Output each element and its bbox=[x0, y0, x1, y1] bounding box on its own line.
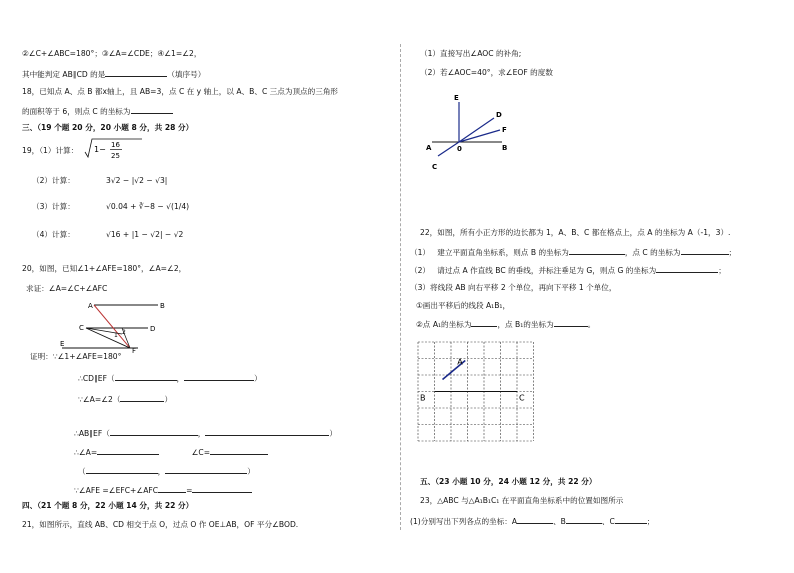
q23-1-text: (1)分别写出下列各点的坐标：A bbox=[410, 517, 518, 526]
proof-2-text: ∵∠A=∠2（ bbox=[78, 395, 121, 404]
answer-blank[interactable] bbox=[471, 318, 497, 327]
q22-2-end: ； bbox=[718, 266, 726, 275]
proof-5-text: （ bbox=[78, 467, 86, 476]
fig20-label-c: C bbox=[79, 324, 84, 332]
grid-label-c: C bbox=[519, 393, 525, 403]
answer-blank[interactable] bbox=[120, 393, 164, 402]
q17-text: 其中能判定 AB∥CD 的是 bbox=[22, 70, 106, 79]
fig21-label-e: E bbox=[454, 94, 459, 102]
q23-1-text-c: 、C bbox=[601, 517, 615, 526]
q21-part-2: （2）若∠AOC=40°，求∠EOF 的度数 bbox=[420, 68, 553, 77]
q22-3b-text: ②点 A₁的坐标为 bbox=[416, 320, 472, 329]
fig20-label-f: F bbox=[132, 347, 137, 355]
q19-1-one: 1− bbox=[94, 145, 106, 154]
answer-blank[interactable] bbox=[158, 484, 186, 493]
proof-line-3: ∴AB∥EF（ ， ） bbox=[74, 429, 337, 438]
answer-blank[interactable] bbox=[615, 515, 647, 524]
fig21-label-f: F bbox=[502, 126, 507, 134]
answer-blank[interactable] bbox=[115, 372, 177, 381]
fig21-label-o: 0 bbox=[457, 145, 462, 153]
q20-stem: 20，如图，已知∠1+∠AFE=180°，∠A=∠2， bbox=[22, 264, 187, 273]
proof-line-1: ∴CD∥EF（ ， ） bbox=[78, 374, 262, 383]
proof-line-5: （ ， ） bbox=[78, 467, 255, 476]
q20-prove: 求证：∠A=∠C+∠AFC bbox=[26, 284, 108, 293]
proof-line-0: 证明：∵∠1+∠AFE=180° bbox=[30, 352, 122, 361]
answer-blank[interactable] bbox=[656, 264, 718, 273]
fig21-label-c: C bbox=[432, 163, 438, 171]
section-4-heading: 四、（21 个题 8 分，22 小题 14 分，共 22 分） bbox=[22, 501, 194, 510]
q21-part-1: （1）直接写出∠AOC 的补角; bbox=[420, 49, 522, 58]
q22-1-end: ； bbox=[728, 248, 737, 257]
q22-stem: 22，如图，所有小正方形的边长都为 1，A、B、C 都在格点上，点 A 的坐标为 A（-1，3）. bbox=[420, 228, 731, 237]
proof-4b-text: ∠C= bbox=[191, 448, 211, 457]
section-5-heading: 五、（23 小题 10 分，24 小题 12 分，共 22 分） bbox=[420, 477, 597, 486]
q19-3-expression: √0.04 + ∛−8 − √(1/4) bbox=[106, 202, 190, 211]
q22-1-text-b: ，点 C 的坐标为 bbox=[624, 248, 681, 257]
q22-part-2 bbox=[410, 264, 726, 276]
q19-1-den: 25 bbox=[111, 152, 120, 160]
answer-blank[interactable] bbox=[517, 515, 553, 524]
proof-1-text: ∴CD∥EF（ bbox=[78, 374, 115, 383]
answer-blank[interactable] bbox=[192, 484, 252, 493]
proof-6b-text: = bbox=[186, 486, 193, 495]
q19-3-label: （3）计算： bbox=[32, 202, 75, 211]
answer-blank[interactable] bbox=[97, 446, 159, 455]
proof-line-2: ∵∠A=∠2（ ） bbox=[78, 395, 173, 404]
answer-blank[interactable] bbox=[566, 515, 602, 524]
q22-3b-end: 。 bbox=[587, 320, 596, 329]
line-q17-options: ②∠C+∠ABC=180°；③∠A=∠CDE；④∠1=∠2， bbox=[22, 49, 202, 58]
q22-part-3: （3）将线段 AB 向右平移 2 个单位，再向下平移 1 个单位， bbox=[410, 283, 617, 292]
q19-4-label: （4）计算： bbox=[32, 230, 75, 239]
proof-4a-text: ∴∠A= bbox=[74, 448, 98, 457]
answer-blank[interactable] bbox=[131, 105, 173, 114]
answer-blank[interactable] bbox=[184, 372, 254, 381]
fig21-label-d: D bbox=[496, 111, 502, 119]
line-q18-b bbox=[22, 105, 173, 117]
q22-3b-text2: ，点 B₁的坐标为 bbox=[497, 320, 554, 329]
q19-1-expression bbox=[84, 137, 144, 163]
q22-grid-figure bbox=[412, 338, 548, 442]
q22-2-num: （2） bbox=[410, 266, 431, 275]
proof-line-6 bbox=[74, 484, 252, 496]
fig20-angle-2: 2 bbox=[122, 329, 126, 336]
q19-4-expression: √16 + |1 − √2| − √2 bbox=[106, 230, 184, 239]
q17-tail: （填序号） bbox=[167, 70, 206, 79]
q22-part-1 bbox=[410, 246, 736, 258]
q22-1-num: （1） bbox=[410, 248, 431, 257]
q22-part-3b bbox=[416, 318, 595, 330]
column-divider bbox=[400, 44, 401, 530]
q18-text: 的面积等于 6，则点 C 的坐标为 bbox=[22, 107, 131, 116]
q21-stem: 21，如图所示，直线 AB、CD 相交于点 O，过点 O 作 OE⊥AB，OF 平分∠BOD. bbox=[22, 520, 299, 529]
fig20-label-d: D bbox=[150, 325, 156, 333]
line-q18: 18，已知点 A、点 B 都x轴上，且 AB=3，点 C 在 y 轴上，以 A、B、C 三点为顶点的三角形 bbox=[22, 87, 339, 96]
q19-2-label: （2）计算： bbox=[32, 176, 75, 185]
q22-1-text: 建立平面直角坐标系，则点 B 的坐标为 bbox=[437, 248, 569, 257]
answer-blank[interactable] bbox=[554, 318, 588, 327]
q22-part-3a: ①画出平移后的线段 A₁B₁， bbox=[416, 301, 511, 310]
answer-blank[interactable] bbox=[569, 246, 625, 255]
q23-stem: 23，△ABC 与△A₁B₁C₁ 在平面直角坐标系中的位置如图所示 bbox=[420, 496, 624, 505]
q23-1-end: ； bbox=[646, 517, 655, 526]
answer-blank[interactable] bbox=[86, 465, 158, 474]
grid-label-b: B bbox=[420, 393, 426, 403]
q23-1-text-b: 、B bbox=[553, 517, 566, 526]
fig20-label-a: A bbox=[88, 302, 93, 310]
fig21-label-b: B bbox=[502, 144, 508, 152]
proof-line-4 bbox=[74, 446, 268, 458]
answer-blank[interactable] bbox=[205, 427, 329, 436]
section-3-heading: 三、（19 个题 20 分，20 小题 8 分，共 28 分） bbox=[22, 123, 194, 132]
fig20-angle-1: 1 bbox=[114, 332, 118, 339]
proof-6-text: ∵∠AFE =∠EFC+∠AFC bbox=[74, 486, 159, 495]
q19-1-label: 19，（1）计算： bbox=[22, 146, 79, 155]
answer-blank[interactable] bbox=[110, 427, 198, 436]
q19-1-num: 16 bbox=[111, 141, 120, 149]
q19-2-expression: 3√2 − |√2 − √3| bbox=[106, 176, 168, 185]
q20-figure bbox=[60, 298, 170, 356]
fig20-label-b: B bbox=[160, 302, 165, 310]
fig20-label-e: E bbox=[60, 340, 65, 348]
answer-blank[interactable] bbox=[165, 465, 247, 474]
grid-label-a: A bbox=[457, 357, 463, 367]
fig21-label-a: A bbox=[426, 144, 432, 152]
q21-figure bbox=[424, 90, 520, 174]
answer-blank[interactable] bbox=[210, 446, 268, 455]
q22-2-text: 请过点 A 作直线 BC 的垂线，并标注垂足为 G，则点 G 的坐标为 bbox=[437, 266, 657, 275]
answer-blank[interactable] bbox=[681, 246, 729, 255]
answer-blank[interactable] bbox=[105, 68, 167, 77]
line-q17-answer bbox=[22, 68, 205, 80]
q23-part-1 bbox=[410, 515, 654, 527]
proof-3-text: ∴AB∥EF（ bbox=[74, 429, 110, 438]
